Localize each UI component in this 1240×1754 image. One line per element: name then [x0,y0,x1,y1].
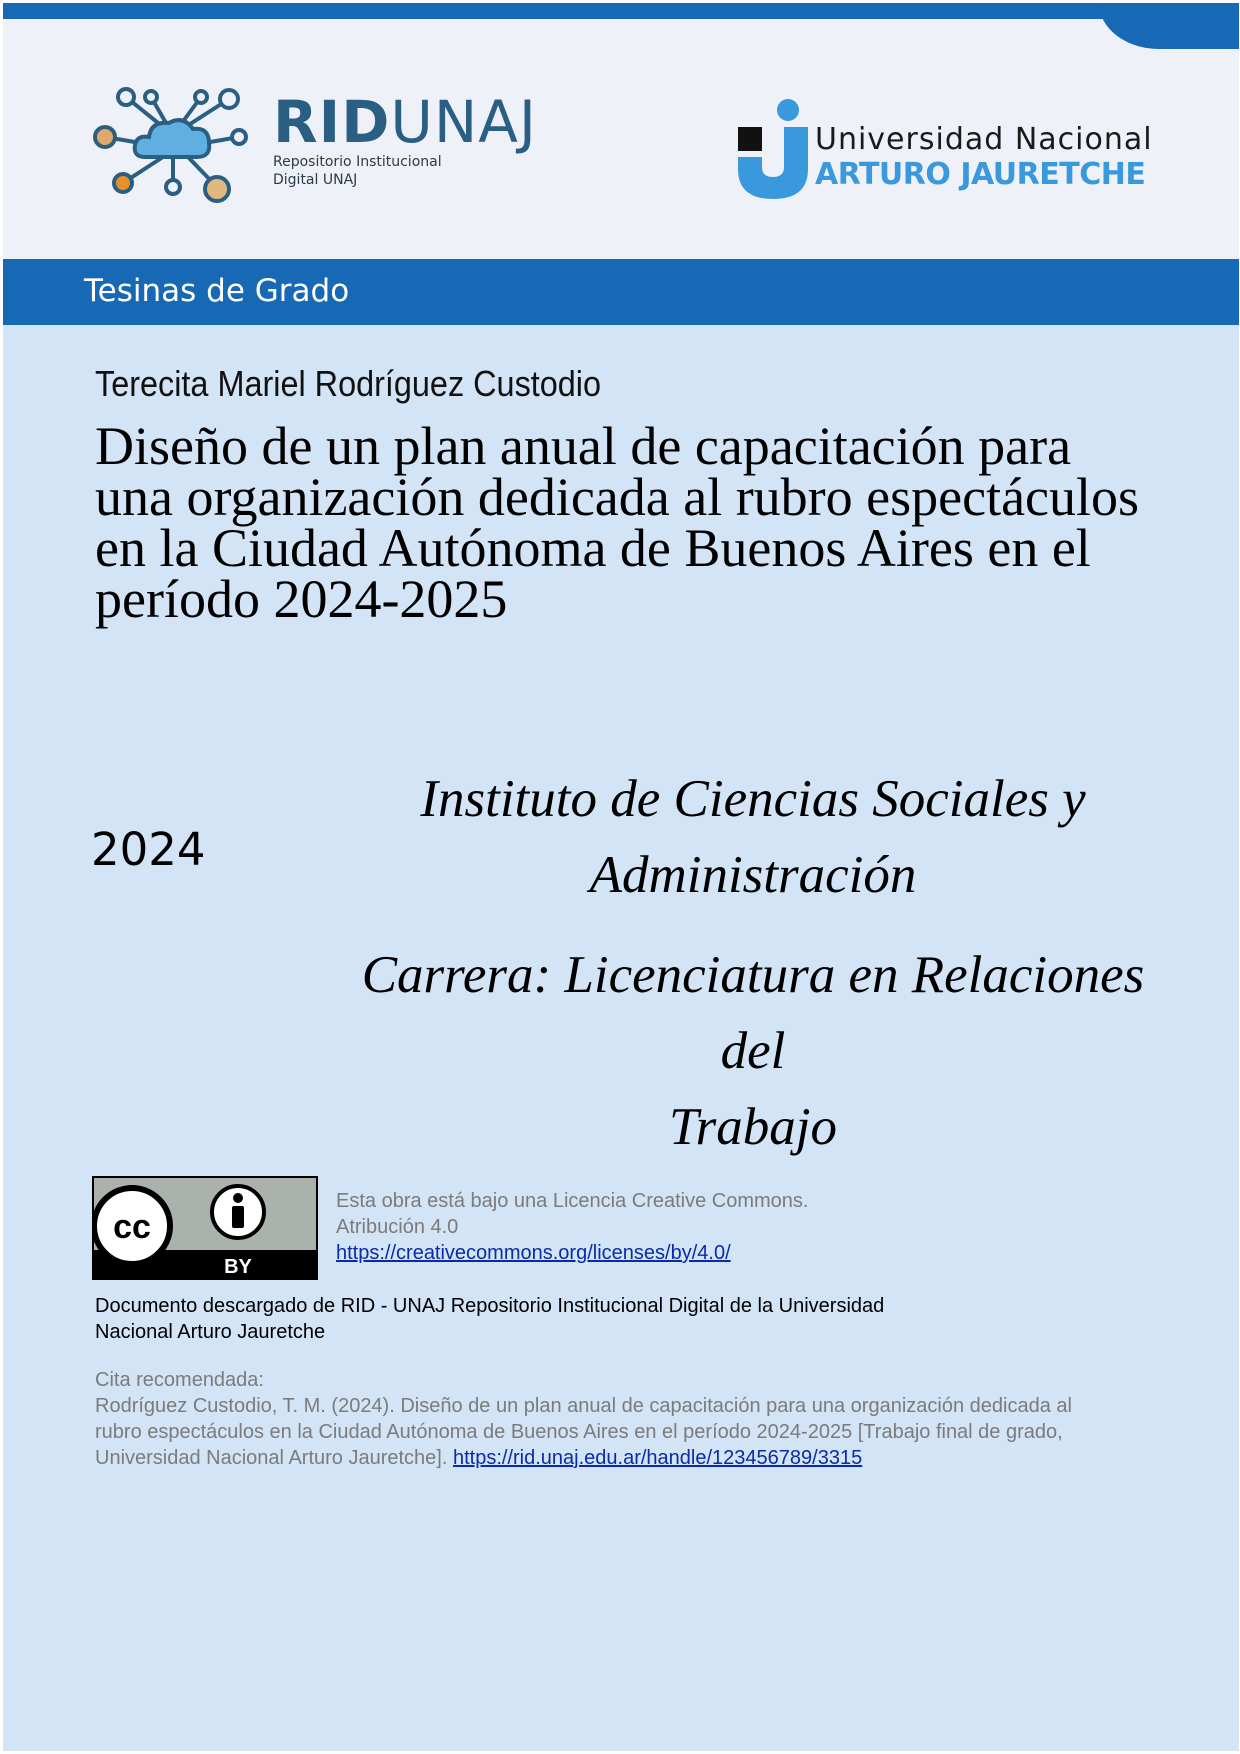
rid-logo-wordmark: RIDUNAJ [273,88,538,156]
download-note-line: Nacional Arturo Jauretche [95,1321,326,1343]
section-bar [3,259,1239,325]
citation-link[interactable]: https://rid.unaj.edu.ar/handle/123456789/3315 [452,1447,863,1469]
cc-by-license-badge [92,1176,318,1280]
header-band [3,3,1239,259]
license-text [336,1188,808,1266]
title-line: período 2024-2025 [95,569,508,629]
download-note [95,1293,884,1345]
institute-name [333,761,1173,913]
institute-line: Administración [589,846,917,904]
unaj-logo-line-1: Universidad Nacional [815,122,1153,157]
publication-year: 2024 [91,823,206,876]
unaj-logo-wordmark [815,123,1153,193]
citation-line-1: Rodríguez Custodio, T. M. (2024). Diseño de un plan anual de capacitación para una organización dedicada al [95,1395,1072,1417]
top-accent-curve [1099,3,1239,49]
thesis-title [95,416,1215,629]
title-line: Diseño de un plan anual de capacitación para [95,416,1072,476]
citation-line-3-text: Universidad Nacional Arturo Jauretche]. [95,1447,453,1469]
rid-logo-subtitle-1: Repositorio Institucional [273,154,442,170]
cover-page [3,3,1239,1751]
institute-line: Instituto de Ciencias Sociales y [420,770,1086,828]
title-line: en la Ciudad Autónoma de Buenos Aires en el [95,518,1091,578]
rid-unaj-logo [273,88,538,189]
svg-text:cc: cc [113,1208,151,1246]
unaj-j-logo-icon [738,99,808,199]
citation-line-2: rubro espectáculos en la Ciudad Autónoma de Buenos Aires en el período 2024-2025 [Trabajo final de grado, [95,1421,1063,1443]
title-line: una organización dedicada al rubro espectáculos [95,467,1140,527]
recommended-citation [95,1367,1072,1471]
download-note-line: Documento descargado de RID - UNAJ Repositorio Institucional Digital de la Universidad [95,1295,885,1317]
citation-line-3 [95,1445,1072,1471]
author-name: Terecita Mariel Rodríguez Custodio [95,363,602,404]
license-line-2: Atribución 4.0 [336,1216,459,1238]
section-label: Tesinas de Grado [84,273,350,309]
citation-heading: Cita recomendada: [95,1369,264,1391]
career-line: Trabajo [669,1098,837,1156]
rid-network-cloud-icon [93,85,253,209]
top-accent-bar [3,3,1239,19]
cc-by-label: BY [224,1256,252,1278]
career-line: Carrera: Licenciatura en Relaciones del [361,946,1145,1080]
rid-logo-subtitle-2: Digital UNAJ [273,172,358,188]
license-link[interactable]: https://creativecommons.org/licenses/by/4.0/ [336,1242,731,1264]
unaj-logo-line-2: ARTURO JAURETCHE [815,157,1146,192]
license-line-1: Esta obra está bajo una Licencia Creative Commons. [336,1190,809,1212]
career-name [333,937,1173,1165]
